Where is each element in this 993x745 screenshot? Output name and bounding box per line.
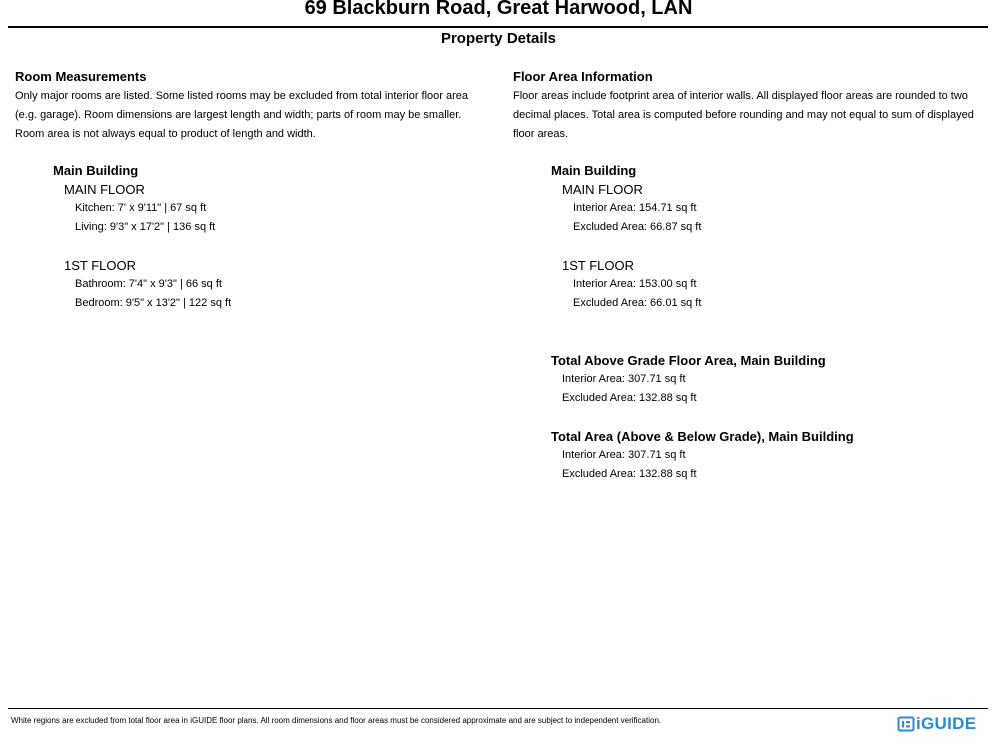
total-area-heading: Total Area (Above & Below Grade), Main Building (551, 429, 854, 444)
total-area-interior: Interior Area: 307.71 sq ft (562, 449, 686, 461)
footer-disclaimer: White regions are excluded from total floor area in iGUIDE floor plans. All room dimensions and floor areas must be considered approximate and are subject to independent verification. (11, 716, 662, 725)
room-entry: Bedroom: 9'5" x 13'2" | 122 sq ft (75, 297, 232, 309)
area-building-block (551, 161, 991, 484)
excluded-area: Excluded Area: 66.01 sq ft (573, 297, 702, 309)
floor-name: 1ST FLOOR (64, 258, 137, 273)
description-line: decimal places. Total area is computed before rounding and may not equal to sum of displayed (513, 109, 974, 121)
description-line: Room area is not always equal to product of length and width. (15, 128, 316, 140)
floor-area-section (513, 68, 991, 484)
room-measurements-description (15, 87, 495, 144)
interior-area: Interior Area: 153.00 sq ft (573, 278, 697, 290)
building-name: Main Building (551, 163, 637, 178)
description-line: Only major rooms are listed. Some listed rooms may be excluded from total interior floor area (15, 90, 469, 102)
page-title: 69 Blackburn Road, Great Harwood, LAN (304, 0, 693, 19)
room-building-block (53, 161, 495, 313)
page-subtitle: Property Details (440, 30, 557, 47)
building-name: Main Building (53, 163, 139, 178)
total-above-interior: Interior Area: 307.71 sq ft (562, 373, 686, 385)
excluded-area: Excluded Area: 66.87 sq ft (573, 221, 702, 233)
room-entry: Bathroom: 7'4" x 9'3" | 66 sq ft (75, 278, 222, 290)
total-above-grade-heading: Total Above Grade Floor Area, Main Building (551, 353, 826, 368)
total-area-excluded: Excluded Area: 132.88 sq ft (562, 468, 697, 480)
header-divider (8, 26, 988, 28)
floor-name: MAIN FLOOR (64, 182, 145, 197)
room-measurements-heading: Room Measurements (15, 69, 147, 84)
description-line: Floor areas include footprint area of interior walls. All displayed floor areas are rounded to two (513, 90, 968, 102)
interior-area: Interior Area: 154.71 sq ft (573, 202, 697, 214)
iguide-logo (897, 712, 976, 736)
iguide-logo-text: iGUIDE (916, 714, 977, 733)
room-measurements-section (15, 68, 495, 313)
iguide-logo-icon (897, 715, 915, 733)
description-line: (e.g. garage). Room dimensions are largest length and width; parts of room may be smaller. (15, 109, 462, 121)
total-above-excluded: Excluded Area: 132.88 sq ft (562, 392, 697, 404)
floor-area-heading: Floor Area Information (513, 69, 653, 84)
floor-name: MAIN FLOOR (562, 182, 643, 197)
footer-divider (8, 708, 988, 709)
description-line: floor areas. (513, 128, 569, 140)
room-entry: Living: 9'3" x 17'2" | 136 sq ft (75, 221, 216, 233)
floor-area-description (513, 87, 991, 144)
room-entry: Kitchen: 7' x 9'11" | 67 sq ft (75, 202, 207, 214)
floor-name: 1ST FLOOR (562, 258, 635, 273)
